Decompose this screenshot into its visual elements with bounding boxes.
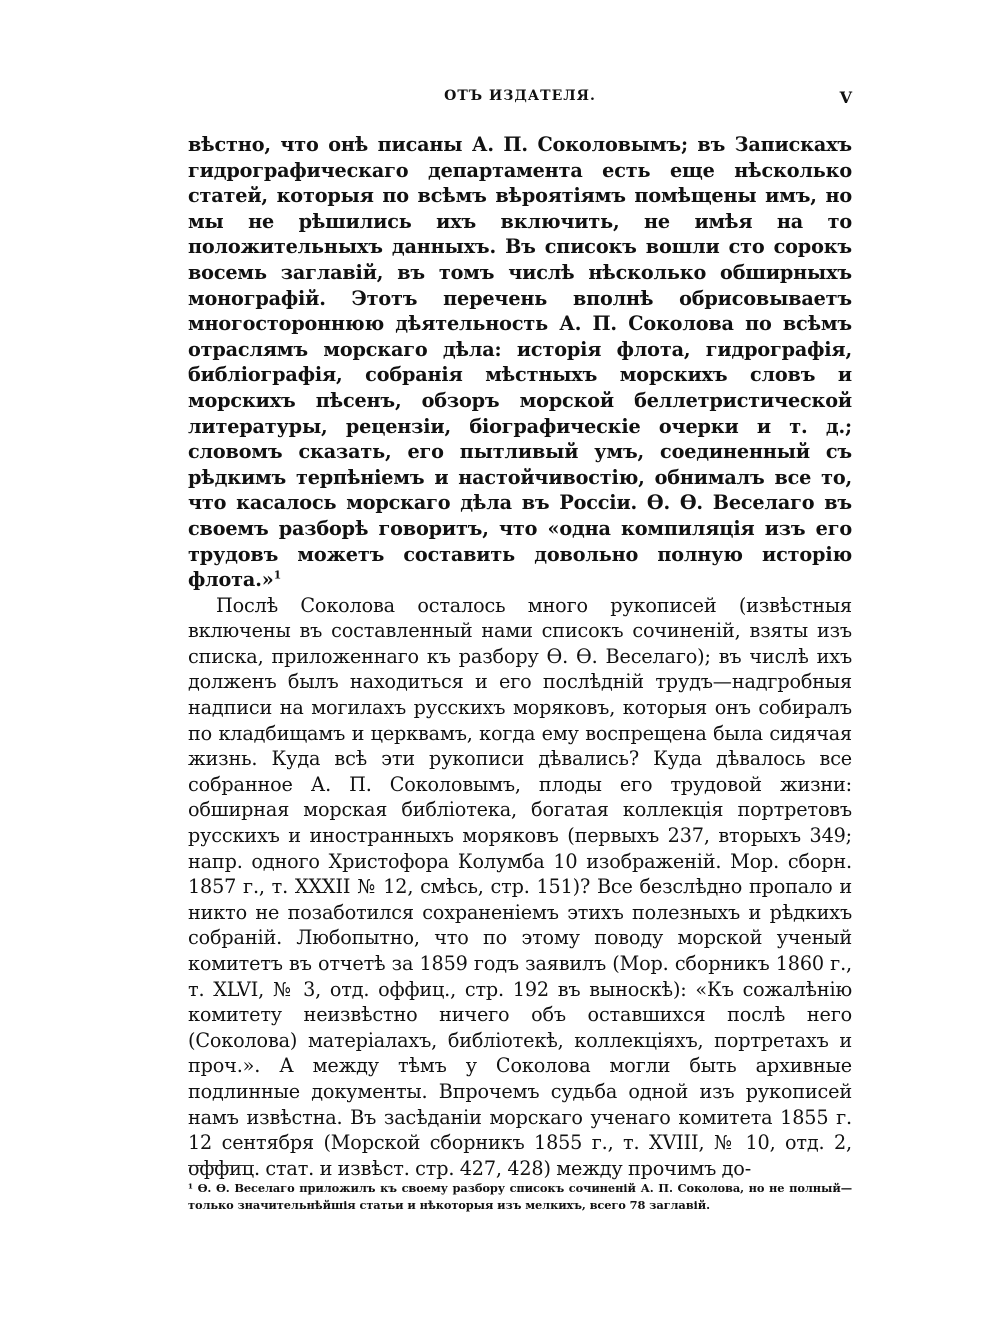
- paragraph-manuscripts: [188, 593, 852, 1182]
- running-head: [188, 88, 852, 112]
- footnote-reference: 1: [273, 568, 282, 582]
- body-text: [188, 132, 852, 1181]
- footnote-text: Ѳ. Ѳ. Веселаго приложилъ къ своему разбору списокъ сочиненій А. П. Соколова, но не полный—только значительнѣйшія статьи и нѣкоторыя изъ мелкихъ, всего 78 заглавій.: [188, 1181, 852, 1212]
- footnote-mark: ¹: [188, 1181, 193, 1195]
- paragraph-continued: [188, 132, 852, 593]
- paragraph-1-text: вѣстно, что онѣ писаны А. П. Соколовымъ; въ Запискахъ гидрографическаго департамента есть еще нѣсколько статей, которыя по всѣмъ вѣроятіямъ помѣщены имъ, но мы не рѣшились ихъ включить, не имѣя на то положительныхъ данныхъ. Въ списокъ вошли сто сорокъ восемь заглавій, въ томъ числѣ нѣсколько обширныхъ монографій. Этотъ перечень вполнѣ обрисовываетъ многостороннюю дѣятельность А. П. Соколова по всѣмъ отраслямъ морскаго дѣла: исторія флота, гидрографія, библіографія, собранія мѣстныхъ морскихъ словъ и морскихъ пѣсенъ, обзоръ морской беллетристической литературы, рецензіи, біографическіе очерки и т. д.; словомъ сказать, его пытливый умъ, соединенный съ рѣдкимъ терпѣніемъ и настойчивостію, обнималъ все то, что касалось морскаго дѣла въ Россіи. Ѳ. Ѳ. Веселаго въ своемъ разборѣ говоритъ, что «одна компиляція изъ его трудовъ можетъ составить довольно полную исторію флота.»: [188, 133, 852, 592]
- paragraph-2-text: Послѣ Соколова осталось много рукописей (извѣстныя включены въ составленный нами списокъ сочиненій, взяты изъ списка, приложеннаго къ разбору Ѳ. Ѳ. Веселаго); въ числѣ ихъ долженъ былъ находиться и его послѣдній трудъ—надгробныя надписи на могилахъ русскихъ моряковъ, которыя онъ собиралъ по кладбищамъ и церквамъ, когда ему воспрещена была сидячая жизнь. Куда всѣ эти рукописи дѣвались? Куда дѣвалось все собранное А. П. Соколовымъ, плоды его трудовой жизни: обширная морская библіотека, богатая коллекція портретовъ русскихъ и иностранныхъ моряковъ (первыхъ 237, вторыхъ 349; напр. одного Христофора Колумба 10 изображеній. Мор. сборн. 1857 г., т. XXXII № 12, смѣсь, стр. 151)? Все безслѣдно пропало и никто не позаботился сохраненіемъ этихъ полезныхъ и рѣдкихъ собраній. Любопытно, что по этому поводу морской ученый комитетъ въ отчетѣ за 1859 годъ заявилъ (Мор. сборникъ 1860 г., т. XLVI, № 3, отд. оффиц., стр. 192 въ выноскѣ): «Къ сожалѣнію комитету неизвѣстно ничего объ оставшихся послѣ него (Соколова) матеріалахъ, библіотекѣ, коллекціяхъ, портретахъ и проч.». А между тѣмъ у Соколова могли быть архивные подлинные документы. Впрочемъ судьба одной изъ рукописей намъ извѣстна. Въ засѣданіи морскаго ученаго комитета 1855 г. 12 сентября (Морской сборникъ 1855 г., т. XVIII, № 10, отд. 2, оффиц. стат. и извѣст. стр. 427, 428) между прочимъ до-: [188, 593, 852, 1180]
- page-number: V: [839, 88, 852, 107]
- footnote: [188, 1180, 852, 1214]
- footnote-divider: [188, 1165, 254, 1166]
- running-title: ОТЪ ИЗДАТЕЛЯ.: [444, 88, 596, 104]
